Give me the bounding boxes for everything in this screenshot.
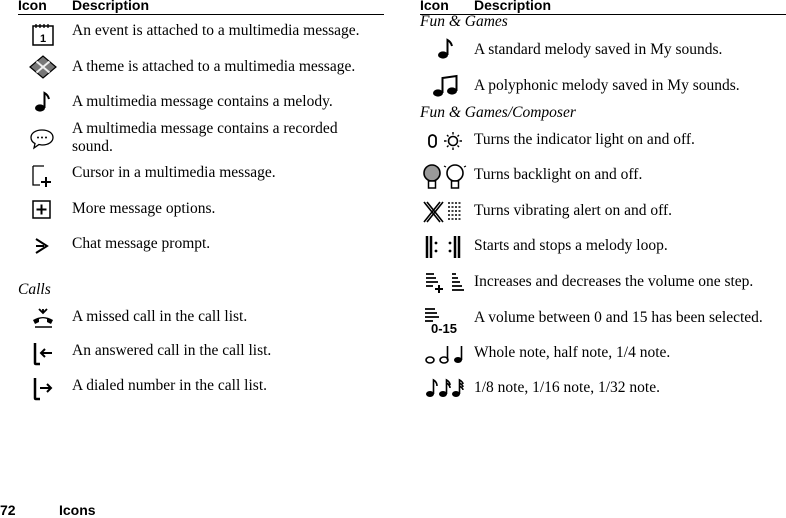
row-text: A missed call in the call list. — [72, 308, 248, 325]
row-text: 1/8 note, 1/16 note, 1/32 note. — [474, 379, 660, 396]
row-text: Turns the indicator light on and off. — [474, 131, 695, 148]
theme-icon — [28, 54, 58, 80]
row-text: A dialed number in the call list. — [72, 377, 267, 394]
double-note-icon — [431, 73, 461, 99]
row-text: Increases and decreases the volume one step. — [474, 273, 754, 290]
row-text: Turns backlight on and off. — [474, 166, 643, 183]
indicator-light-icon — [426, 130, 466, 152]
eighth-sixteenth-note-icon — [424, 376, 468, 400]
left-header-rule — [18, 14, 384, 15]
backlight-icon — [420, 162, 470, 192]
chat-arrow-icon — [33, 235, 51, 255]
row-text: A multimedia message contains a melody. — [72, 93, 333, 110]
row-text: Cursor in a multimedia message. — [72, 164, 276, 181]
cursor-icon — [30, 163, 54, 189]
plus-box-icon — [31, 199, 53, 221]
row-text: Turns vibrating alert on and off. — [474, 202, 673, 219]
calendar-icon — [30, 21, 56, 47]
volume-range-icon — [422, 305, 468, 335]
whole-half-quarter-note-icon — [424, 342, 468, 366]
volume-range-label: 0-15 — [431, 321, 458, 335]
volume-step-icon — [422, 270, 468, 296]
row-text: Chat message prompt. — [72, 235, 211, 252]
note-icon — [33, 90, 53, 114]
row-text: A volume between 0 and 15 has been selected. — [474, 309, 763, 326]
svg-text:1: 1 — [40, 33, 47, 45]
note-icon — [436, 37, 456, 61]
row-text: Whole note, half note, 1/4 note. — [474, 344, 671, 361]
row-text: Starts and stops a melody loop. — [474, 237, 668, 254]
right-header-description: Description — [474, 0, 552, 13]
section-composer: Fun & Games/Composer — [420, 104, 576, 121]
page-number: 72 — [0, 502, 16, 518]
vibrate-icon — [421, 199, 467, 225]
row-text: A standard melody saved in My sounds. — [474, 41, 723, 58]
row-text: A theme is attached to a multimedia message. — [72, 58, 356, 75]
dialed-call-icon — [30, 375, 56, 401]
section-title: Icons — [59, 502, 96, 518]
row-text: An event is attached to a multimedia message. — [72, 22, 360, 39]
right-header-icon: Icon — [420, 0, 449, 13]
section-fun-games: Fun & Games — [420, 13, 508, 30]
speech-bubble-icon — [29, 127, 55, 151]
missed-call-icon — [30, 306, 56, 330]
section-calls: Calls — [18, 281, 51, 298]
left-header-icon: Icon — [18, 0, 47, 13]
left-header-description: Description — [72, 0, 150, 13]
row-text: More message options. — [72, 200, 216, 217]
row-text: A polyphonic melody saved in My sounds. — [474, 77, 740, 94]
loop-icon — [422, 234, 466, 260]
row-text: An answered call in the call list. — [72, 342, 272, 359]
row-text: A multimedia message contains a recorded sound. — [72, 120, 338, 155]
answered-call-icon — [30, 340, 56, 366]
